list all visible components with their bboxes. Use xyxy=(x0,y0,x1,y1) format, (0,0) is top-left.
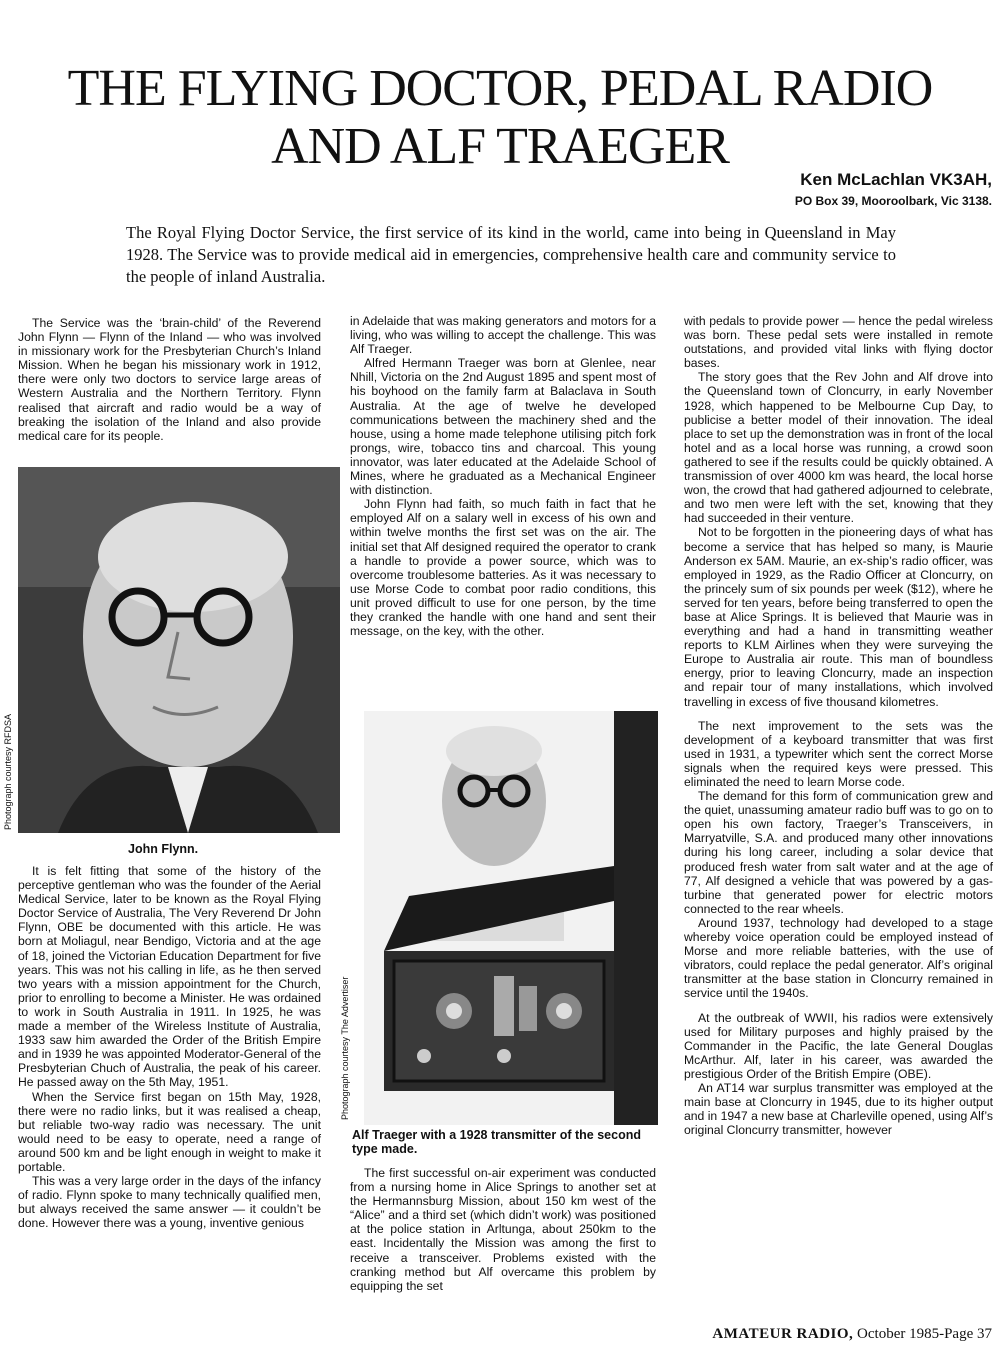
body-paragraph: The Service was the ‘brain-child’ of the Reverend John Flynn — Flynn of the Inland — who was involved in missionary work for the Presbyterian Church’s Inland Mission. When he began his missionary work in 1912, there were only two doctors to service large areas of Western Australia and the Northern Territory. Flynn realised that aircraft and radio would be a way of breaking the isolation of the Inland and also provide medical care for its people. xyxy=(18,316,321,443)
body-paragraph: An AT14 war surplus transmitter was employed at the main base at Cloncurry in 1945, due to its higher output and in 1947 a new base at Charleville opened, using Alf’s original Cloncurry transmitter, however xyxy=(684,1080,993,1138)
column-2-top xyxy=(350,314,656,638)
flynn-photo-credit: Photograph courtesy RFDSA xyxy=(3,713,13,830)
column-1-top xyxy=(18,316,321,443)
column-1-bottom xyxy=(18,864,321,1230)
traeger-caption: Alf Traeger with a 1928 transmitter of the second type made. xyxy=(352,1128,641,1156)
transmitter-illustration xyxy=(364,711,658,1125)
body-paragraph: At the outbreak of WWII, his radios were extensively used for Military purposes and highly praised by the Commander in the Pacific, the late General Douglas McArthur. Alf, later in his career, was awarded the prestigious Order of the British Empire (OBE). xyxy=(684,1010,993,1081)
body-paragraph: The next improvement to the sets was the development of a keyboard transmitter that was first used in 1931, a typewriter which sent the correct Morse signals when the required keys were pressed. This eliminated the need to learn Morse code. xyxy=(684,718,993,789)
body-paragraph: The demand for this form of communication grew and the quiet, unassuming amateur radio buff was to go on to open his own factory, Traeger’s Transceivers, in Marryatville, S.A. and produced many other innovations during his long career, including a solar device that produced fresh water from salt water and at the age of 77, Alf designed a vehicle that was powered by a gas-turbine that generated power for electric motors connected to the rear wheels. xyxy=(684,789,993,916)
traeger-photo-credit: Photograph courtesy The Advertiser xyxy=(340,976,350,1120)
issue-page: October 1985-Page 37 xyxy=(857,1326,992,1342)
body-paragraph: It is felt fitting that some of the history of the perceptive gentleman who was the founder of the Aerial Medical Service, later to be known as the Royal Flying Doctor Service of Australia, The Very Reverend Dr John Flynn, OBE be documented with this article. He was born at Moliagul, near Bendigo, Victoria and at the age of 18, joined the Victorian Education Department for five years. This was not his calling in life, as he then served two years with a mission appointment for the Church, prior to enrolling to become a Minister. He was ordained to work in South Australia in 1911. In 1925, he was made a member of the Wireless Institute of Australia, 1933 saw him awarded the Order of the British Empire and in 1939 he was appointed Moderator-General of the Presbyterian Chuch of Australia, the peak of his career. He passed away on the 5th May, 1951. xyxy=(18,864,321,1090)
author-name: Ken McLachlan VK3AH, xyxy=(800,170,992,189)
intro-paragraph: The Royal Flying Doctor Service, the first service of its kind in the world, came into being in Queensland in May 1928. The Service was to provide medical aid in emergencies, comprehensive health care and community service to the people of inland Australia. xyxy=(126,223,896,286)
magazine-name: AMATEUR RADIO, xyxy=(712,1326,854,1342)
column-3 xyxy=(684,314,993,1137)
body-paragraph: John Flynn had faith, so much faith in fact that he employed Alf on a salary well in excess of his own and within twelve months the first set was on the air. The initial set that Alf designed required the operator to crank a handle to provide a power source, which was to overcome troublesome batteries. As it was necessary to use Morse Code to combat poor radio conditions, this unit proved difficult to use for one person, by the time they cranked the handle with one hand and sent their message, on the key, with the other. xyxy=(350,497,656,639)
page-footer xyxy=(712,1326,992,1343)
body-paragraph: Alfred Hermann Traeger was born at Glenlee, near Nhill, Victoria on the 2nd August 1895 and spent most of his boyhood on the family farm at Balaclava in South Australia. At the age of twelve he developed communications between the machinery shed and the house, using a home made telephone utilising pitch fork prongs, wire, tobacco tins and charcoal. This young innovator, was later educated at the Adelaide School of Mines, where he graduated as a Mechanical Engineer with distinction. xyxy=(350,356,656,498)
flynn-caption: John Flynn. xyxy=(128,842,199,856)
byline xyxy=(795,170,992,208)
article-title: THE FLYING DOCTOR, PEDAL RADIO AND ALF TRAEGER xyxy=(67,60,933,175)
body-paragraph: The first successful on-air experiment was conducted from a nursing home in Alice Springs to another set at the Hermannsburg Mission, about 150 km west of the “Alice” and a third set (which didn’t work) was positioned at the police station in Arltunga, about 250km to the east. Incidentally the Mission was among the first to receive a transceiver. Problems existed with the cranking method but Alf overcame this problem by equipping the set xyxy=(350,1166,656,1293)
alf-traeger-photo xyxy=(364,711,658,1125)
body-paragraph: with pedals to provide power — hence the pedal wireless was born. These pedal sets were installed in remote outstations, and provided vital links with flying doctor bases. xyxy=(684,314,993,371)
body-paragraph: in Adelaide that was making generators and motors for a living, who was willing to accept the challenge. This was Alf Traeger. xyxy=(350,314,656,357)
body-paragraph: Around 1937, technology had developed to a stage whereby voice operation could be employed instead of Morse and more reliable batteries, with the use of vibrators, could replace the pedal generator. Alf’s original transmitter at the base station in Cloncurry remained in service until the 1940s. xyxy=(684,915,993,1001)
column-2-bottom xyxy=(350,1166,656,1293)
body-paragraph: This was a very large order in the days of the infancy of radio. Flynn spoke to many technically qualified men, but always received the same answer — it couldn’t be done. However there was a young, inventive genious xyxy=(18,1174,321,1231)
body-paragraph: When the Service first began on 15th May, 1928, there were no radio links, but it was realised a cheap, but reliable two-way radio was necessary. The unit would need to be easy to operate, need a range of around 500 km and be light enough in weight to make it portable. xyxy=(18,1089,321,1174)
john-flynn-photo xyxy=(18,467,340,833)
portrait-illustration xyxy=(18,467,340,833)
body-paragraph: The story goes that the Rev John and Alf drove into the Queensland town of Cloncurry, in early November 1928, which happened to be Melbourne Cup Day, to publicise a better model of their innovation. The ideal place to set up the demonstration was in front of the local hotel and as a local horse was running, a crowd soon gathered to see if the results could be quickly obtained. A transmission of over 4000 km was heard, the local horse won, the crowd that had gathered adjourned to celebrate, and two men were left with the set, knowing that they had succeeded in their venture. xyxy=(684,370,993,526)
body-paragraph: Not to be forgotten in the pioneering days of what has become a service that has helped so many, is Maurie Anderson ex 5AM. Maurie, an ex-ship’s radio officer, was employed in 1929, as the Radio Officer at Cloncurry, on the princely sum of six pounds per week ($12), where he served for ten years, before being transferred to open the base at Alice Springs. It is believed that Maurie was in everything and had a hand in transmitting weather reports to KLM Airlines when they were surveying the Europe to Australia air route. This man of boundless energy, prior to leaving Cloncurry, made an inspection and repair tour of many installations, which involved travelling in excess of five thousand kilometres. xyxy=(684,525,993,709)
author-address: PO Box 39, Mooroolbark, Vic 3138. xyxy=(794,194,992,208)
